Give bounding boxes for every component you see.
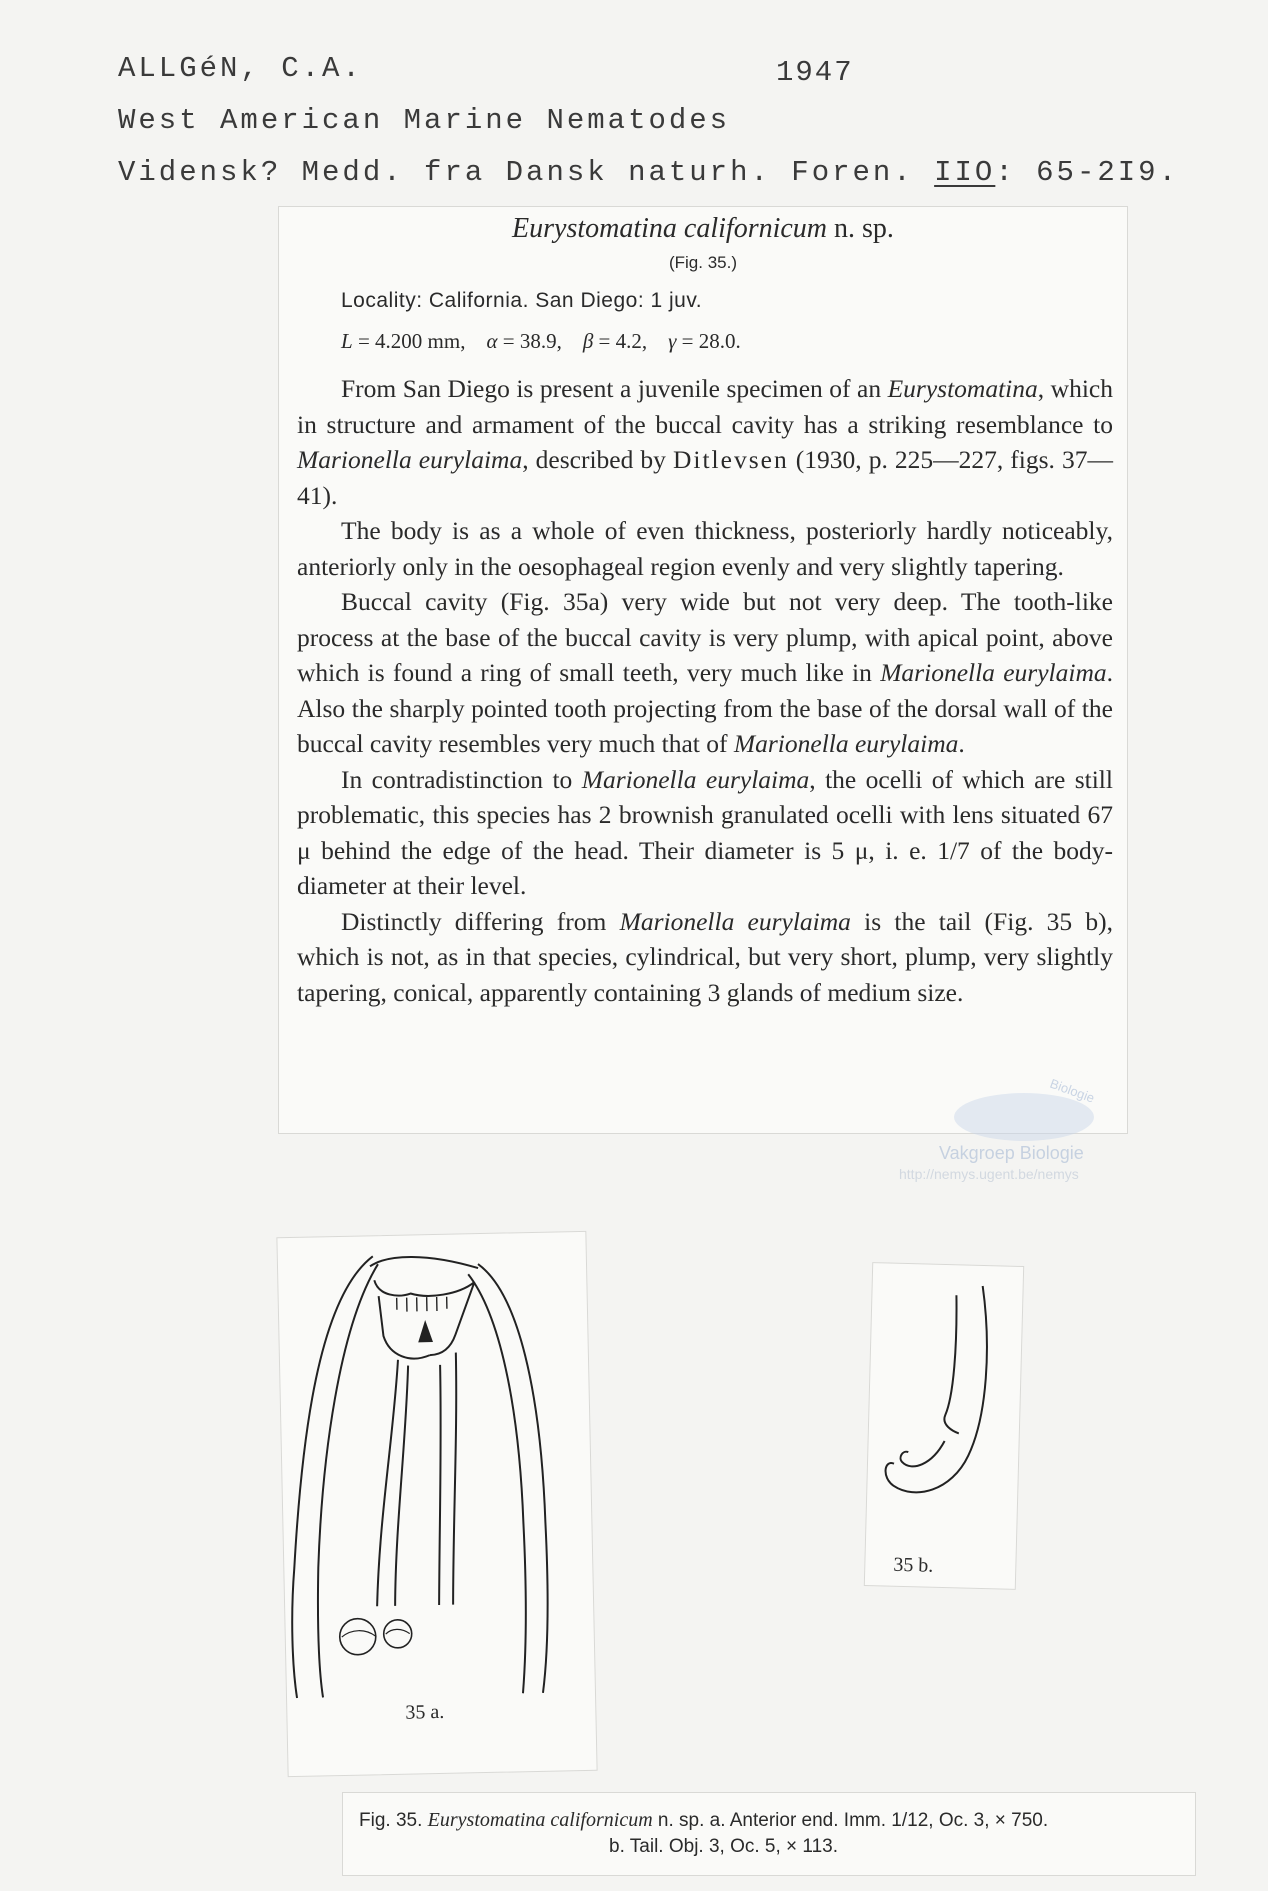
watermark: [899, 1067, 1149, 1187]
year: 1947: [776, 56, 854, 89]
measurements: [341, 329, 741, 354]
length-symbol: L: [341, 329, 353, 353]
species-suffix: n. sp.: [827, 213, 894, 244]
author: ALLGéN, C.A.: [118, 52, 363, 85]
gamma-value: = 28.0.: [676, 329, 741, 353]
description-clipping: [278, 206, 1128, 1182]
watermark-logo-icon: [954, 1093, 1094, 1141]
anterior-end-drawing: [277, 1232, 595, 1708]
paragraph: From San Diego is present a juvenile specimen of an Eurystomatina, which in structure and armament of the buccal cavity has a striking resemblance to Marionella eurylaima, described by Ditlevsen (1930, p. 225—227, figs. 37—41).: [297, 374, 1113, 510]
alpha-value: = 38.9,: [497, 329, 562, 353]
watermark-line2: Vakgroep Biologie: [939, 1143, 1084, 1163]
journal-volume: IIO: [934, 156, 996, 189]
figure-caption-clipping: [342, 1792, 1196, 1876]
figure-35a: [276, 1231, 597, 1777]
caption-line2: b. Tail. Obj. 3, Oc. 5, × 113.: [609, 1836, 839, 1857]
species-name: Eurystomatina californicum: [512, 213, 828, 244]
watermark-line1: Biologie: [1047, 1075, 1097, 1106]
paragraph: Distinctly differing from Marionella eurylaima is the tail (Fig. 35 b), which is not, as in that species, cylindrical, but very short, plump, very slightly tapering, conical, apparently containing 3 glands of medium size.: [297, 906, 1114, 1007]
species-heading: [279, 213, 1127, 245]
length-value: = 4.200 mm,: [352, 329, 466, 353]
journal-name: Vidensk? Medd. fra Dansk naturh. Foren.: [118, 156, 935, 189]
beta-symbol: β: [582, 329, 594, 353]
figure-caption: Fig. 35. Eurystomatina californicum n. sp. a. Anterior end. Imm. 1/12, Oc. 3, × 750. b. Tail. Obj. 3, Oc. 5, × 113.: [359, 1807, 1179, 1860]
alpha-symbol: α: [486, 329, 498, 353]
paragraph: In contradistinction to Marionella eurylaima, the ocelli of which are still problematic, this species has 2 brownish granulated ocelli with lens situated 67 μ behind the edge of the head. Their diameter is 5 μ, i. e. 1/7 of the body-diameter at their level.: [297, 764, 1113, 900]
figure-label-35a: 35 a.: [405, 1700, 445, 1724]
paragraph: The body is as a whole of even thickness, posteriorly hardly noticeably, anteriorly only in the oesophageal region evenly and very slightly tapering.: [297, 516, 1113, 581]
figure-35b: [864, 1262, 1024, 1590]
paragraph: Buccal cavity (Fig. 35a) very wide but not very deep. The tooth-like process at the base of the buccal cavity is very plump, with apical point, above which is found a ring of small teeth, very much like in Marionella eurylaima. Also the sharply pointed tooth projecting from the base of the dorsal wall of the buccal cavity resembles very much that of Marionella eurylaima.: [297, 587, 1113, 758]
tail-drawing: [866, 1263, 1023, 1547]
figure-reference: (Fig. 35.): [668, 253, 738, 272]
gamma-symbol: γ: [668, 329, 677, 353]
watermark-line3: http://nemys.ugent.be/nemys: [899, 1166, 1079, 1182]
description-body: [297, 371, 1113, 1010]
journal-pages: : 65-2I9.: [995, 156, 1179, 189]
locality: Locality: California. San Diego: 1 juv.: [341, 289, 703, 312]
figure-label-35b: 35 b.: [893, 1553, 934, 1577]
journal-citation: [118, 156, 1179, 189]
publication-title: West American Marine Nematodes: [118, 104, 731, 137]
beta-value: = 4.2,: [593, 329, 648, 353]
